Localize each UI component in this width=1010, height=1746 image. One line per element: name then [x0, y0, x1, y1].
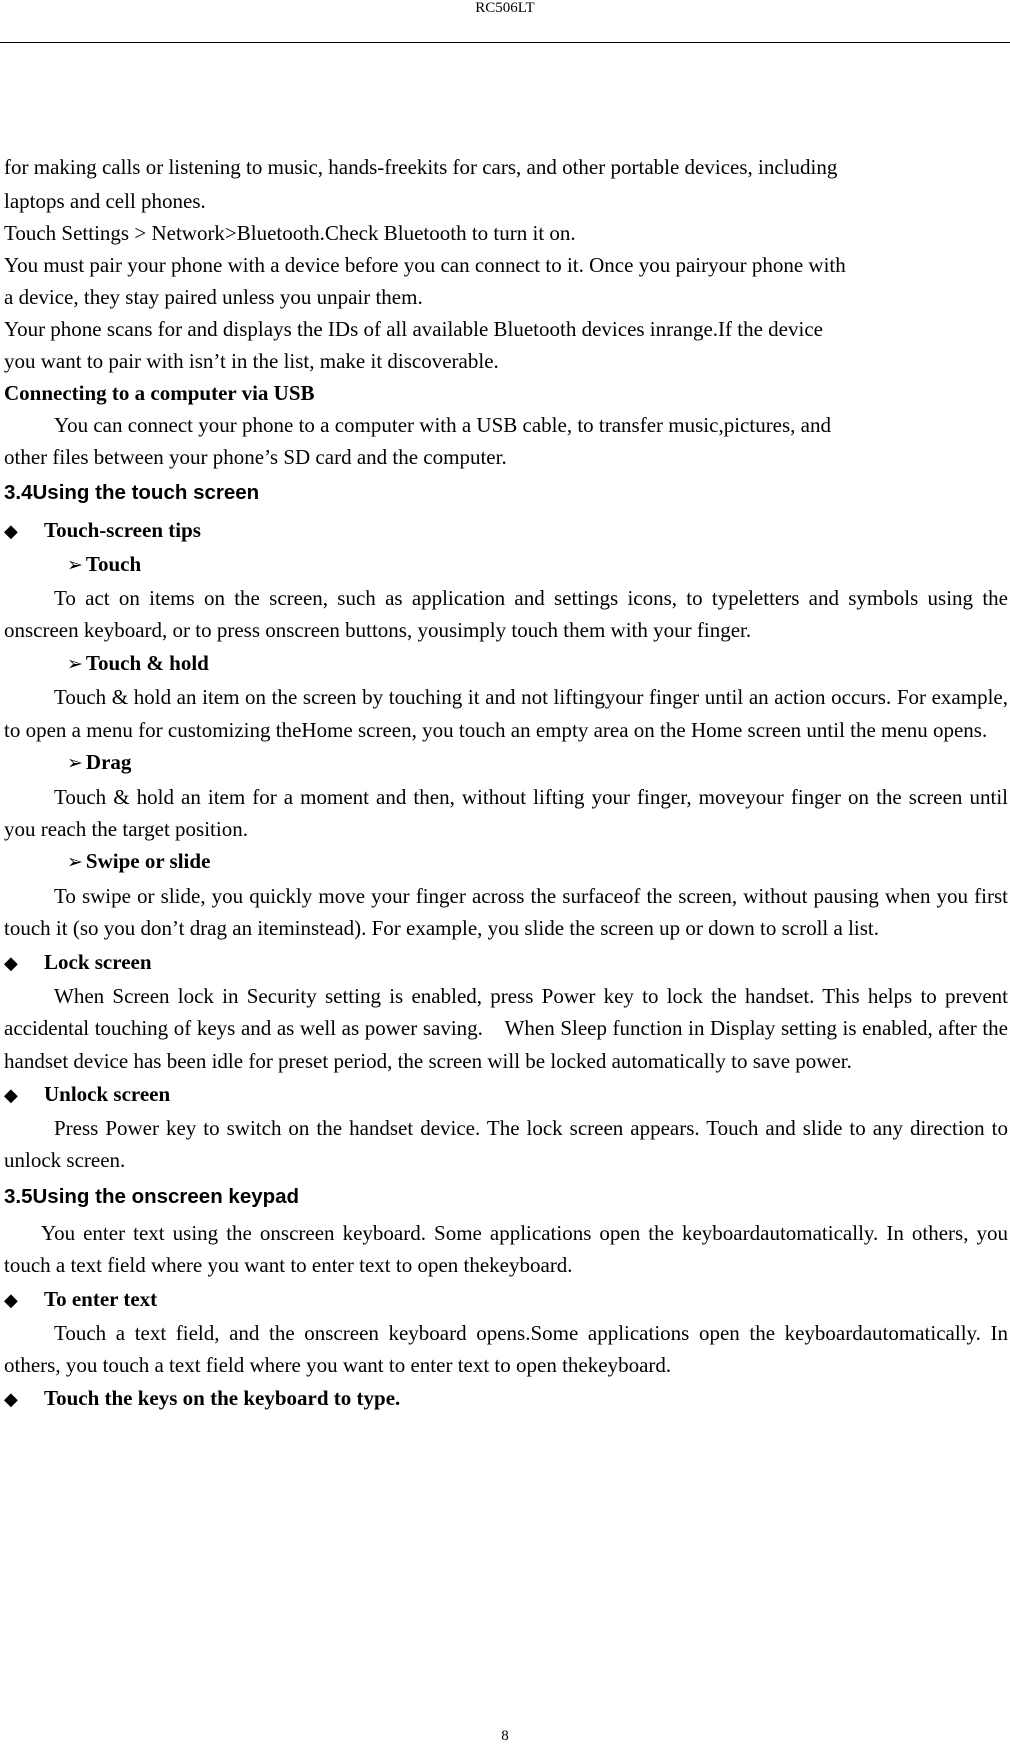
- diamond-bullet-icon: ◆: [4, 1289, 18, 1310]
- keypad-intro-text: You enter text using the onscreen keyboard. Some applications open the keyboardautomatically. In others, you touch a text field where you want to enter text to open thekeyboard.: [4, 1220, 1008, 1278]
- lock-screen-heading: ◆ Lock screen: [4, 945, 1008, 980]
- usb-heading: Connecting to a computer via USB: [4, 380, 315, 405]
- bluetooth-pair-line-1: You must pair your phone with a device before you can connect to it. Once you pairyour phone with: [4, 252, 846, 277]
- touch-hold-text: Touch & hold an item on the screen by touching it and not liftingyour finger until an action occurs. For example, to open a menu for customizing theHome screen, you touch an empty area on the Home screen until the menu opens.: [4, 685, 1008, 742]
- drag-heading: ➢ Drag: [67, 750, 132, 775]
- diamond-bullet-icon: ◆: [4, 952, 18, 973]
- arrow-bullet-icon: ➢: [67, 753, 83, 775]
- arrow-bullet-icon: ➢: [67, 653, 83, 675]
- touch-screen-tips-heading: ◆ Touch-screen tips: [4, 513, 1008, 548]
- page-body: [4, 150, 1008, 1416]
- bluetooth-settings-path: Touch Settings > Network>Bluetooth.Check Bluetooth to turn it on.: [4, 220, 576, 245]
- bluetooth-pair-line-2: a device, they stay paired unless you unpair them.: [4, 284, 423, 309]
- enter-text-text: Touch a text field, and the onscreen keyboard opens.Some applications open the keyboardautomatically. In others, you touch a text field where you want to enter text to open thekeyboard.: [4, 1320, 1008, 1377]
- page-footer: [0, 1728, 1010, 1744]
- swipe-heading: ➢ Swipe or slide: [67, 849, 211, 874]
- section-3-4-title: 3.4Using the touch screen: [4, 480, 260, 504]
- bluetooth-scan-line-1: Your phone scans for and displays the IDs of all available Bluetooth devices inrange.If the device: [4, 316, 823, 341]
- usb-text-line-2: other files between your phone’s SD card and the computer.: [4, 444, 507, 469]
- section-3-5-title: 3.5Using the onscreen keypad: [4, 1184, 300, 1208]
- drag-text: Touch & hold an item for a moment and then, without lifting your finger, moveyour finger on the screen until you reach the target position.: [4, 784, 1008, 842]
- touch-heading: ➢ Touch: [67, 551, 142, 576]
- page-header: [0, 0, 1010, 16]
- diamond-bullet-icon: ◆: [4, 520, 18, 541]
- diamond-bullet-icon: ◆: [4, 1084, 18, 1105]
- touch-keys-heading: ◆ Touch the keys on the keyboard to type.: [4, 1381, 1008, 1416]
- bluetooth-intro-line-2: laptops and cell phones.: [4, 188, 206, 213]
- arrow-bullet-icon: ➢: [67, 554, 83, 576]
- unlock-screen-heading: ◆ Unlock screen: [4, 1077, 1008, 1112]
- enter-text-heading: ◆ To enter text: [4, 1282, 1008, 1317]
- lock-screen-text: When Screen lock in Security setting is enabled, press Power key to lock the handset. This helps to prevent accidental touching of keys and as well as power saving. When Sleep function in Display setting is enabled, after the handset device has been idle for preset period, the screen will be locked automatically to save power.: [4, 983, 1008, 1073]
- bluetooth-scan-line-2: you want to pair with isn’t in the list, make it discoverable.: [4, 348, 499, 373]
- header-model: RC506LT: [475, 0, 535, 16]
- usb-text-line-1: You can connect your phone to a computer with a USB cable, to transfer music,pictures, and: [54, 412, 831, 437]
- diamond-bullet-icon: ◆: [4, 1389, 18, 1410]
- unlock-screen-text: Press Power key to switch on the handset device. The lock screen appears. Touch and slide to any direction to unlock screen.: [4, 1115, 1008, 1173]
- touch-text: To act on items on the screen, such as application and settings icons, to typeletters and symbols using the onscreen keyboard, or to press onscreen buttons, yousimply touch them with your finger.: [4, 586, 1008, 643]
- header-rule: [0, 42, 1010, 43]
- touch-hold-heading: ➢ Touch & hold: [67, 650, 209, 675]
- bluetooth-intro-line-1: for making calls or listening to music, hands-freekits for cars, and other portable devices, including: [4, 155, 838, 179]
- swipe-text: To swipe or slide, you quickly move your finger across the surfaceof the screen, without pausing when you first touch it (so you don’t drag an iteminstead). For example, you slide the screen up or down to scroll a list.: [4, 883, 1008, 941]
- arrow-bullet-icon: ➢: [67, 852, 83, 874]
- page-number: 8: [501, 1728, 509, 1744]
